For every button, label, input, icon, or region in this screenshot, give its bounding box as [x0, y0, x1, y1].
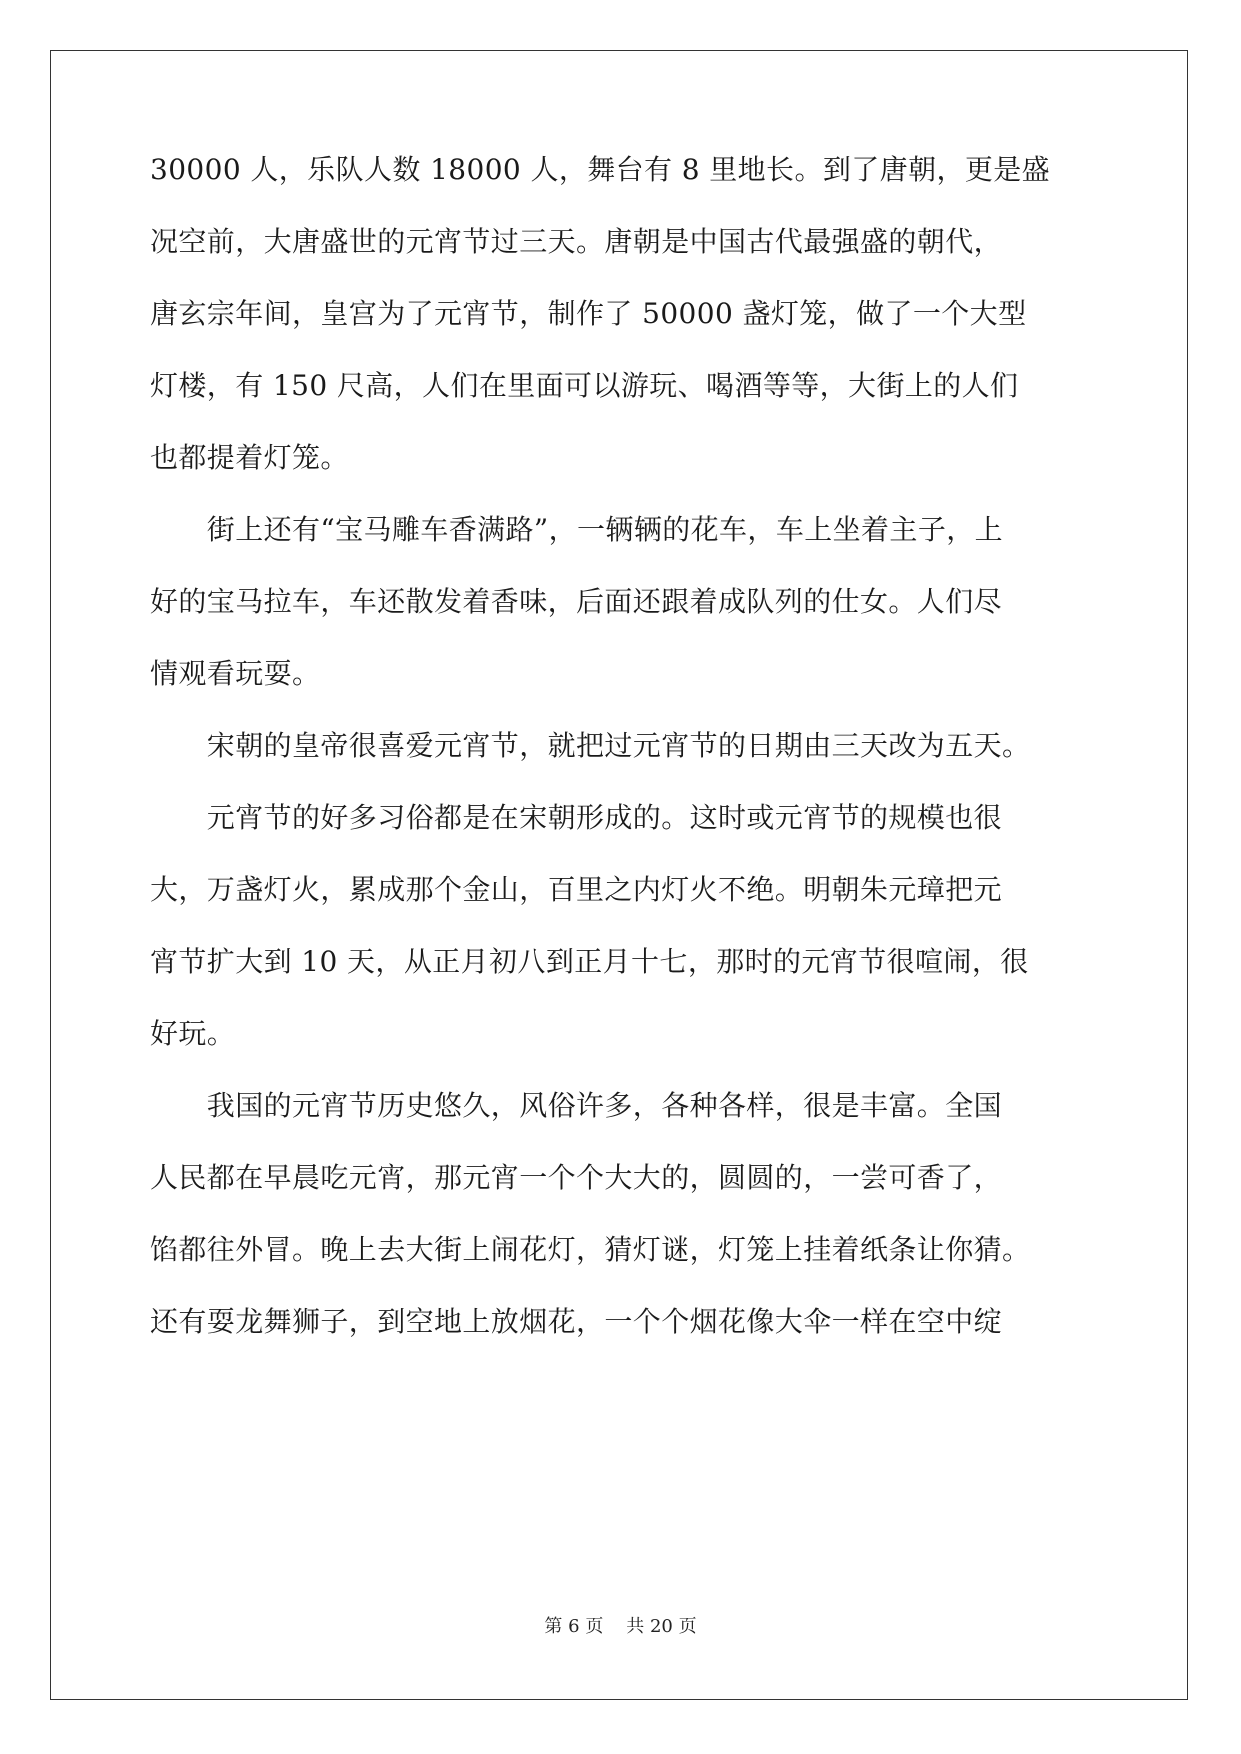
body-line-2: 况空前，大唐盛世的元宵节过三天。唐朝是中国古代最强盛的朝代， — [150, 225, 1003, 258]
body-line-3: 唐玄宗年间，皇宫为了元宵节，制作了 50000 盏灯笼，做了一个大型 — [150, 297, 1027, 330]
body-line-7: 好的宝马拉车，车还散发着香味，后面还跟着成队列的仕女。人们尽 — [150, 585, 1003, 618]
body-line-11: 大，万盏灯火，累成那个金山，百里之内灯火不绝。明朝朱元璋把元 — [150, 873, 1003, 906]
body-line-13: 好玩。 — [150, 1017, 236, 1050]
body-line-4: 灯楼，有 150 尺高，人们在里面可以游玩、喝酒等等，大街上的人们 — [150, 369, 1019, 402]
body-line-15: 人民都在早晨吃元宵，那元宵一个个大大的，圆圆的，一尝可香了， — [150, 1161, 1003, 1194]
body-line-16: 馅都往外冒。晚上去大街上闹花灯，猜灯谜，灯笼上挂着纸条让你猜。 — [150, 1233, 1031, 1266]
page-total: 共 20 页 — [626, 1616, 697, 1637]
body-line-17: 还有耍龙舞狮子，到空地上放烟花，一个个烟花像大伞一样在空中绽 — [150, 1305, 1003, 1338]
body-line-14: 我国的元宵节历史悠久，风俗许多，各种各样，很是丰富。全国 — [150, 1089, 1003, 1122]
body-line-1: 30000 人，乐队人数 18000 人，舞台有 8 里地长。到了唐朝，更是盛 — [150, 153, 1051, 186]
page-number: 第 6 页 — [544, 1616, 604, 1637]
body-line-9: 宋朝的皇帝很喜爱元宵节，就把过元宵节的日期由三天改为五天。 — [150, 729, 1031, 762]
body-line-10: 元宵节的好多习俗都是在宋朝形成的。这时或元宵节的规模也很 — [150, 801, 1003, 834]
body-line-8: 情观看玩耍。 — [150, 657, 321, 690]
body-line-5: 也都提着灯笼。 — [150, 441, 349, 474]
page-footer — [0, 1615, 1241, 1639]
body-line-6: 街上还有“宝马雕车香满路”，一辆辆的花车，车上坐着主子，上 — [150, 513, 1004, 546]
body-line-12: 宵节扩大到 10 天，从正月初八到正月十七，那时的元宵节很喧闹，很 — [150, 945, 1029, 978]
